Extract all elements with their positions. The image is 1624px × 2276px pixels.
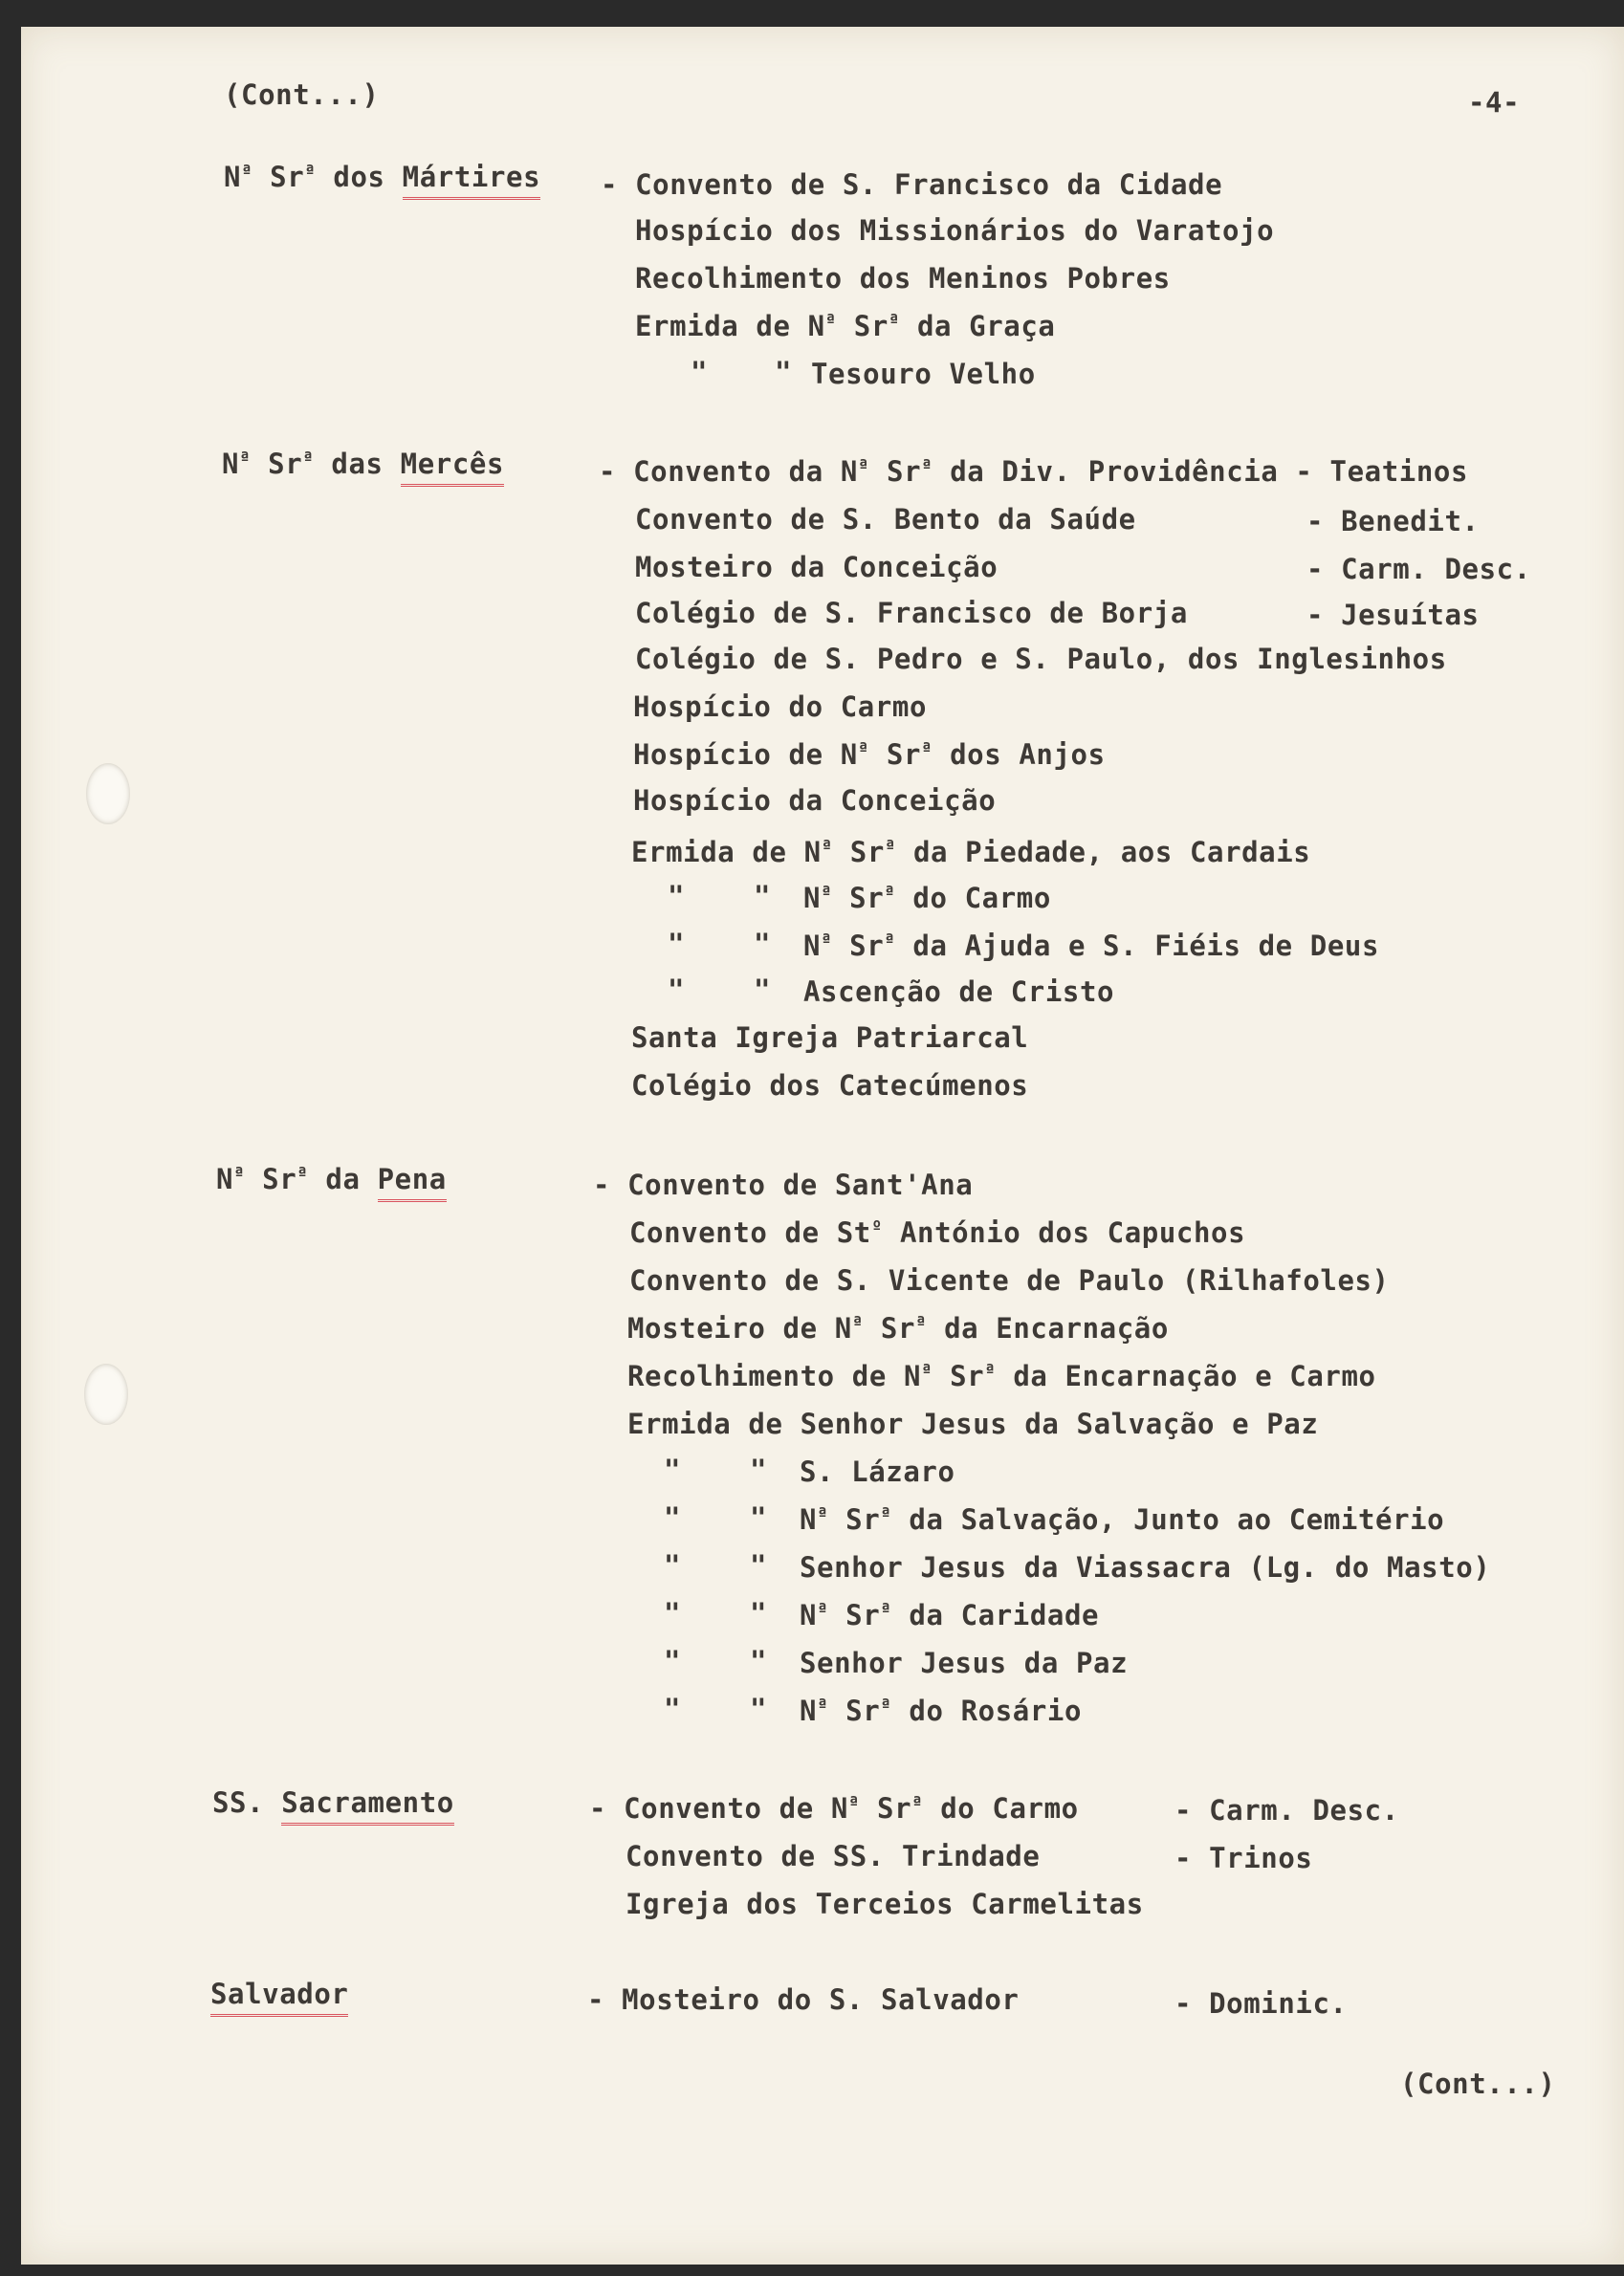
list-item: S. Lázaro bbox=[800, 1455, 955, 1488]
list-item: Mosteiro da Conceição bbox=[635, 551, 999, 583]
parish-heading: $N^ª$ $Sr^ª$ dos Mártires bbox=[224, 161, 540, 200]
ditto-mark: " bbox=[664, 1549, 682, 1582]
list-item: $N^ª$ $Sr^ª$ do Rosário bbox=[800, 1695, 1082, 1727]
list-item: - Convento de S. Francisco da Cidade bbox=[601, 168, 1223, 201]
page-number: -4- bbox=[1468, 86, 1521, 119]
ditto-mark: " bbox=[668, 974, 686, 1006]
ditto-mark: " bbox=[691, 356, 709, 388]
list-item: Santa Igreja Patriarcal bbox=[631, 1021, 1029, 1054]
ditto-mark: " bbox=[750, 1454, 768, 1486]
list-item: Convento de SS. Trindade bbox=[625, 1840, 1041, 1872]
ditto-mark: " bbox=[664, 1693, 682, 1725]
header-continued: (Cont...) bbox=[224, 78, 380, 111]
ditto-mark: " bbox=[664, 1645, 682, 1677]
ditto-mark: " bbox=[754, 880, 772, 912]
parish-heading: Salvador bbox=[210, 1978, 348, 2017]
ditto-mark: " bbox=[668, 928, 686, 960]
order-label: - Carm. Desc. bbox=[1306, 553, 1531, 585]
list-item: Colégio de S. Francisco de Borja bbox=[635, 597, 1188, 629]
list-item: $N^ª$ $Sr^ª$ da Ajuda e S. Fiéis de Deus bbox=[803, 930, 1380, 962]
punch-hole-top bbox=[86, 763, 130, 824]
list-item: Hospício da Conceição bbox=[633, 784, 997, 817]
list-item: Convento de S. Bento da Saúde bbox=[635, 503, 1136, 536]
list-item: Ascenção de Cristo bbox=[803, 975, 1115, 1008]
parish-heading: $N^ª$ $Sr^ª$ das Mercês bbox=[222, 448, 504, 487]
list-item: - Convento da $N^ª$ $Sr^ª$ da Div. Providência - Teatinos bbox=[599, 455, 1469, 488]
list-item: $N^ª$ $Sr^ª$ do Carmo bbox=[803, 882, 1051, 914]
ditto-mark: " bbox=[750, 1549, 768, 1582]
ditto-mark: " bbox=[750, 1501, 768, 1534]
punch-hole-bottom bbox=[84, 1364, 128, 1425]
order-label: - Benedit. bbox=[1306, 505, 1480, 537]
ditto-mark: " bbox=[668, 880, 686, 912]
footer-continued: (Cont...) bbox=[1400, 2068, 1556, 2100]
ditto-mark: " bbox=[754, 928, 772, 960]
order-label: - Jesuítas bbox=[1306, 599, 1480, 631]
list-item: Recolhimento dos Meninos Pobres bbox=[635, 262, 1171, 295]
list-item: Igreja dos Terceios Carmelitas bbox=[625, 1888, 1144, 1920]
list-item: Mosteiro de $N^ª$ $Sr^ª$ da Encarnação bbox=[627, 1312, 1169, 1345]
order-label: - Trinos bbox=[1174, 1842, 1313, 1874]
list-item: - Mosteiro do S. Salvador bbox=[587, 1983, 1020, 2016]
list-item: Senhor Jesus da Viassacra (Lg. do Masto) bbox=[800, 1551, 1491, 1584]
list-item: $N^ª$ $Sr^ª$ da Salvação, Junto ao Cemitério bbox=[800, 1503, 1445, 1536]
order-label: - Dominic. bbox=[1174, 1987, 1348, 2020]
list-item: Hospício de $N^ª$ $Sr^ª$ dos Anjos bbox=[633, 738, 1106, 771]
list-item: Colégio de S. Pedro e S. Paulo, dos Inglesinhos bbox=[635, 643, 1447, 675]
ditto-mark: " bbox=[750, 1597, 768, 1630]
parish-heading: SS. Sacramento bbox=[212, 1786, 454, 1826]
order-label: - Carm. Desc. bbox=[1174, 1794, 1399, 1827]
list-item: Colégio dos Catecúmenos bbox=[631, 1069, 1029, 1102]
list-item: Senhor Jesus da Paz bbox=[800, 1647, 1129, 1679]
list-item: $N^ª$ $Sr^ª$ da Caridade bbox=[800, 1599, 1100, 1631]
list-item: Convento de $St^º$ António dos Capuchos bbox=[629, 1216, 1246, 1249]
ditto-mark: " bbox=[750, 1645, 768, 1677]
list-item: Tesouro Velho bbox=[811, 358, 1036, 390]
list-item: Recolhimento de $N^ª$ $Sr^ª$ da Encarnação e Carmo bbox=[627, 1360, 1376, 1392]
list-item: Hospício dos Missionários do Varatojo bbox=[635, 214, 1275, 247]
list-item: - Convento de Sant'Ana bbox=[593, 1169, 974, 1201]
list-item: - Convento de $N^ª$ $Sr^ª$ do Carmo bbox=[589, 1792, 1079, 1825]
list-item: Ermida de $N^ª$ $Sr^ª$ da Piedade, aos Cardais bbox=[631, 836, 1311, 868]
ditto-mark: " bbox=[750, 1693, 768, 1725]
ditto-mark: " bbox=[664, 1454, 682, 1486]
ditto-mark: " bbox=[754, 974, 772, 1006]
ditto-mark: " bbox=[664, 1501, 682, 1534]
list-item: Convento de S. Vicente de Paulo (Rilhafoles) bbox=[629, 1264, 1390, 1297]
parish-heading: $N^ª$ $Sr^ª$ da Pena bbox=[216, 1163, 447, 1202]
ditto-mark: " bbox=[664, 1597, 682, 1630]
list-item: Ermida de Senhor Jesus da Salvação e Paz bbox=[627, 1408, 1319, 1440]
list-item: Hospício do Carmo bbox=[633, 690, 928, 723]
list-item: Ermida de $N^ª$ $Sr^ª$ da Graça bbox=[635, 310, 1056, 342]
ditto-mark: " bbox=[775, 356, 793, 388]
